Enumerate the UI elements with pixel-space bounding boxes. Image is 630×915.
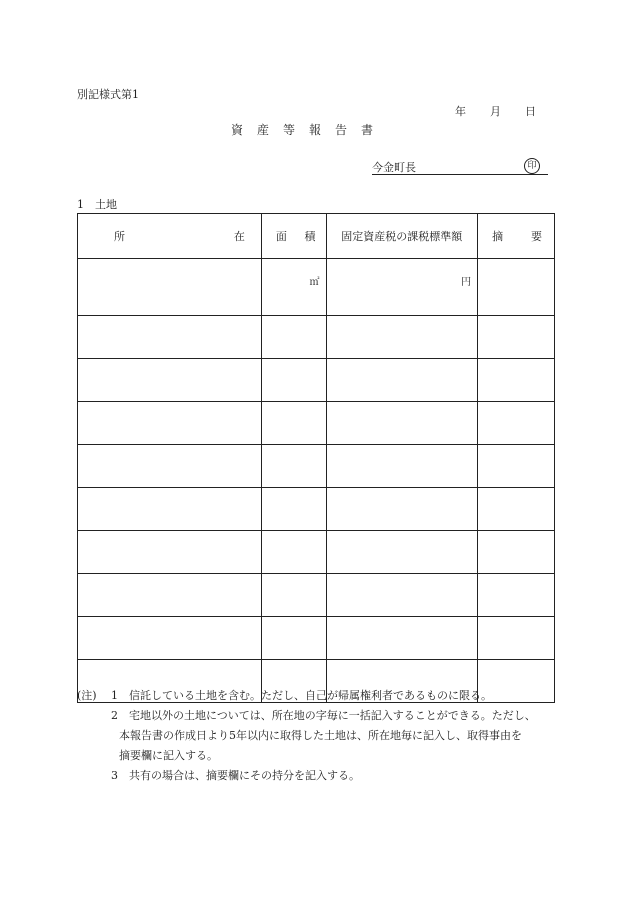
header-area-char-2: 積 bbox=[304, 230, 316, 243]
table-row bbox=[78, 316, 555, 359]
remarks-cell[interactable] bbox=[478, 402, 555, 445]
assessed-value-cell[interactable] bbox=[326, 402, 478, 445]
area-cell[interactable] bbox=[261, 359, 326, 402]
area-cell[interactable] bbox=[261, 445, 326, 488]
area-cell[interactable] bbox=[261, 488, 326, 531]
header-assessed-value: 固定資産税の課税標準額 bbox=[326, 214, 478, 259]
remarks-cell[interactable] bbox=[478, 574, 555, 617]
assessed-value-cell[interactable] bbox=[326, 531, 478, 574]
area-cell[interactable] bbox=[261, 531, 326, 574]
header-location-char-2: 在 bbox=[233, 230, 245, 243]
table-row bbox=[78, 259, 555, 316]
table-row bbox=[78, 531, 555, 574]
location-cell[interactable] bbox=[78, 359, 262, 402]
remarks-cell[interactable] bbox=[478, 445, 555, 488]
note-text: 共有の場合は、摘要欄にその持分を記入する。 bbox=[129, 769, 360, 782]
document-title: 資産等報告書 bbox=[231, 123, 388, 137]
table-row bbox=[78, 488, 555, 531]
date-month-label: 月 bbox=[490, 105, 501, 118]
land-asset-table bbox=[77, 213, 555, 703]
location-cell[interactable] bbox=[78, 488, 262, 531]
header-remarks-char-2: 要 bbox=[531, 230, 542, 243]
addressee-line bbox=[372, 159, 548, 175]
area-cell[interactable] bbox=[261, 617, 326, 660]
note-item bbox=[77, 766, 536, 786]
location-cell[interactable] bbox=[78, 574, 262, 617]
location-cell[interactable] bbox=[78, 316, 262, 359]
area-cell[interactable] bbox=[261, 316, 326, 359]
header-remarks-char-1: 摘 bbox=[492, 230, 504, 243]
date-year-label: 年 bbox=[455, 105, 466, 118]
note-continuation: 本報告書の作成日より5年以内に取得した土地は、所在地毎に記入し、取得事由を bbox=[119, 729, 522, 742]
remarks-cell[interactable] bbox=[478, 531, 555, 574]
area-cell[interactable] bbox=[261, 402, 326, 445]
assessed-value-cell[interactable] bbox=[326, 316, 478, 359]
assessed-value-cell[interactable] bbox=[326, 359, 478, 402]
addressee-name: 今金町長 bbox=[372, 161, 416, 174]
notes-section bbox=[77, 686, 536, 786]
header-location bbox=[78, 214, 262, 259]
seal-mark-icon: 印 bbox=[524, 158, 540, 174]
location-cell[interactable] bbox=[78, 445, 262, 488]
note-text: 信託している土地を含む。ただし、自己が帰属権利者であるものに限る。 bbox=[129, 689, 492, 702]
form-label: 別記様式第1 bbox=[77, 88, 139, 101]
date-line bbox=[455, 103, 536, 119]
header-location-char-1: 所 bbox=[114, 230, 125, 243]
table-row bbox=[78, 617, 555, 660]
area-cell[interactable] bbox=[261, 574, 326, 617]
assessed-value-cell[interactable] bbox=[326, 488, 478, 531]
assessed-value-cell[interactable] bbox=[326, 445, 478, 488]
assessed-value-cell[interactable] bbox=[326, 574, 478, 617]
header-area-char-1: 面 bbox=[275, 230, 287, 243]
table-row bbox=[78, 402, 555, 445]
header-area bbox=[261, 214, 326, 259]
location-cell[interactable] bbox=[78, 259, 262, 316]
assessed-value-cell[interactable] bbox=[326, 617, 478, 660]
location-cell[interactable] bbox=[78, 402, 262, 445]
table-row bbox=[78, 359, 555, 402]
location-cell[interactable] bbox=[78, 617, 262, 660]
assessed-value-cell[interactable] bbox=[326, 259, 478, 316]
header-remarks bbox=[478, 214, 555, 259]
notes-prefix: (注) bbox=[77, 689, 97, 702]
note-item bbox=[77, 686, 536, 706]
location-cell[interactable] bbox=[78, 531, 262, 574]
section-heading: 1 土地 bbox=[77, 198, 117, 211]
table-header-row bbox=[78, 214, 555, 259]
remarks-cell[interactable] bbox=[478, 259, 555, 316]
value-unit-label: 円 bbox=[461, 277, 472, 288]
remarks-cell[interactable] bbox=[478, 488, 555, 531]
remarks-cell[interactable] bbox=[478, 617, 555, 660]
note-number: 2 bbox=[111, 709, 118, 722]
note-continuation: 摘要欄に記入する。 bbox=[119, 749, 218, 762]
note-number: 3 bbox=[111, 769, 118, 782]
table-row bbox=[78, 574, 555, 617]
area-cell[interactable] bbox=[261, 259, 326, 316]
remarks-cell[interactable] bbox=[478, 316, 555, 359]
area-unit-label: ㎡ bbox=[309, 277, 320, 288]
note-item bbox=[77, 706, 536, 726]
remarks-cell[interactable] bbox=[478, 359, 555, 402]
note-text: 宅地以外の土地については、所在地の字毎に一括記入することができる。ただし、 bbox=[129, 709, 536, 722]
table-row bbox=[78, 445, 555, 488]
date-day-label: 日 bbox=[525, 105, 536, 118]
note-number: 1 bbox=[111, 689, 118, 702]
